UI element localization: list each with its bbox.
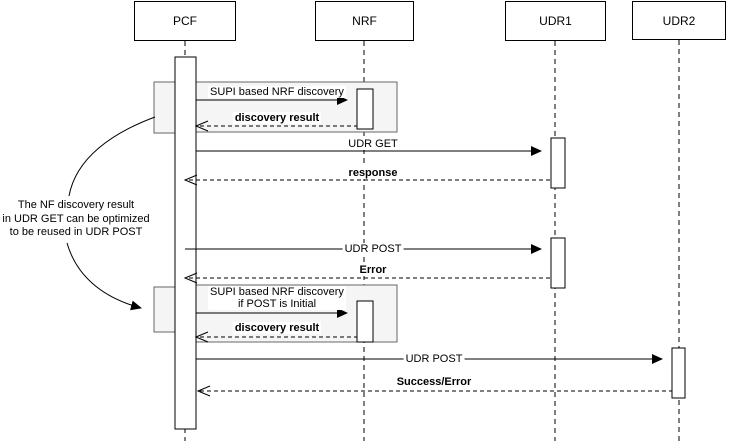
annotation-line-3: to be reused in UDR POST	[9, 226, 143, 238]
label-supi-nrf-discovery-2-line1: SUPI based NRF discovery	[210, 286, 344, 298]
fragment-discovery-1-left	[154, 82, 176, 133]
label-supi-nrf-discovery-2-line2: if POST is Initial	[237, 298, 317, 310]
actor-box-pcf	[134, 1, 236, 41]
label-udr-post-2: UDR POST	[405, 353, 463, 365]
label-discovery-result-1: discovery result	[234, 112, 320, 124]
annotation-line-1: The NF discovery result	[17, 199, 135, 211]
annotation-line-2: in UDR GET can be optimized	[2, 212, 150, 225]
annotation-note	[0, 199, 152, 240]
activation-nrf-1	[357, 89, 373, 129]
annotation-curve-top	[69, 117, 155, 196]
annotation-curve-bottom	[67, 243, 141, 308]
actor-label-udr2: UDR2	[662, 13, 696, 28]
label-supi-nrf-discovery-1: SUPI based NRF discovery	[210, 86, 344, 98]
actor-label-pcf: PCF	[173, 14, 197, 28]
activation-pcf	[175, 57, 196, 429]
label-discovery-result-2: discovery result	[234, 322, 320, 334]
actor-box-udr2	[632, 1, 726, 40]
actor-label-nrf: NRF	[352, 14, 377, 28]
activation-udr1-2	[551, 238, 565, 288]
actor-box-udr1	[505, 1, 606, 41]
activation-udr2	[672, 348, 685, 398]
actor-label-udr1: UDR1	[539, 14, 572, 28]
label-success-error: Success/Error	[396, 376, 472, 388]
label-udr-get: UDR GET	[348, 138, 398, 150]
activation-udr1-1	[551, 138, 565, 188]
label-udr-post-1: UDR POST	[344, 243, 402, 255]
fragment-discovery-2-left	[154, 287, 175, 332]
activation-nrf-2	[357, 301, 373, 342]
label-supi-nrf-discovery-2	[208, 286, 346, 310]
actor-box-nrf	[315, 1, 414, 41]
label-response: response	[348, 167, 398, 179]
label-error: Error	[359, 264, 387, 276]
